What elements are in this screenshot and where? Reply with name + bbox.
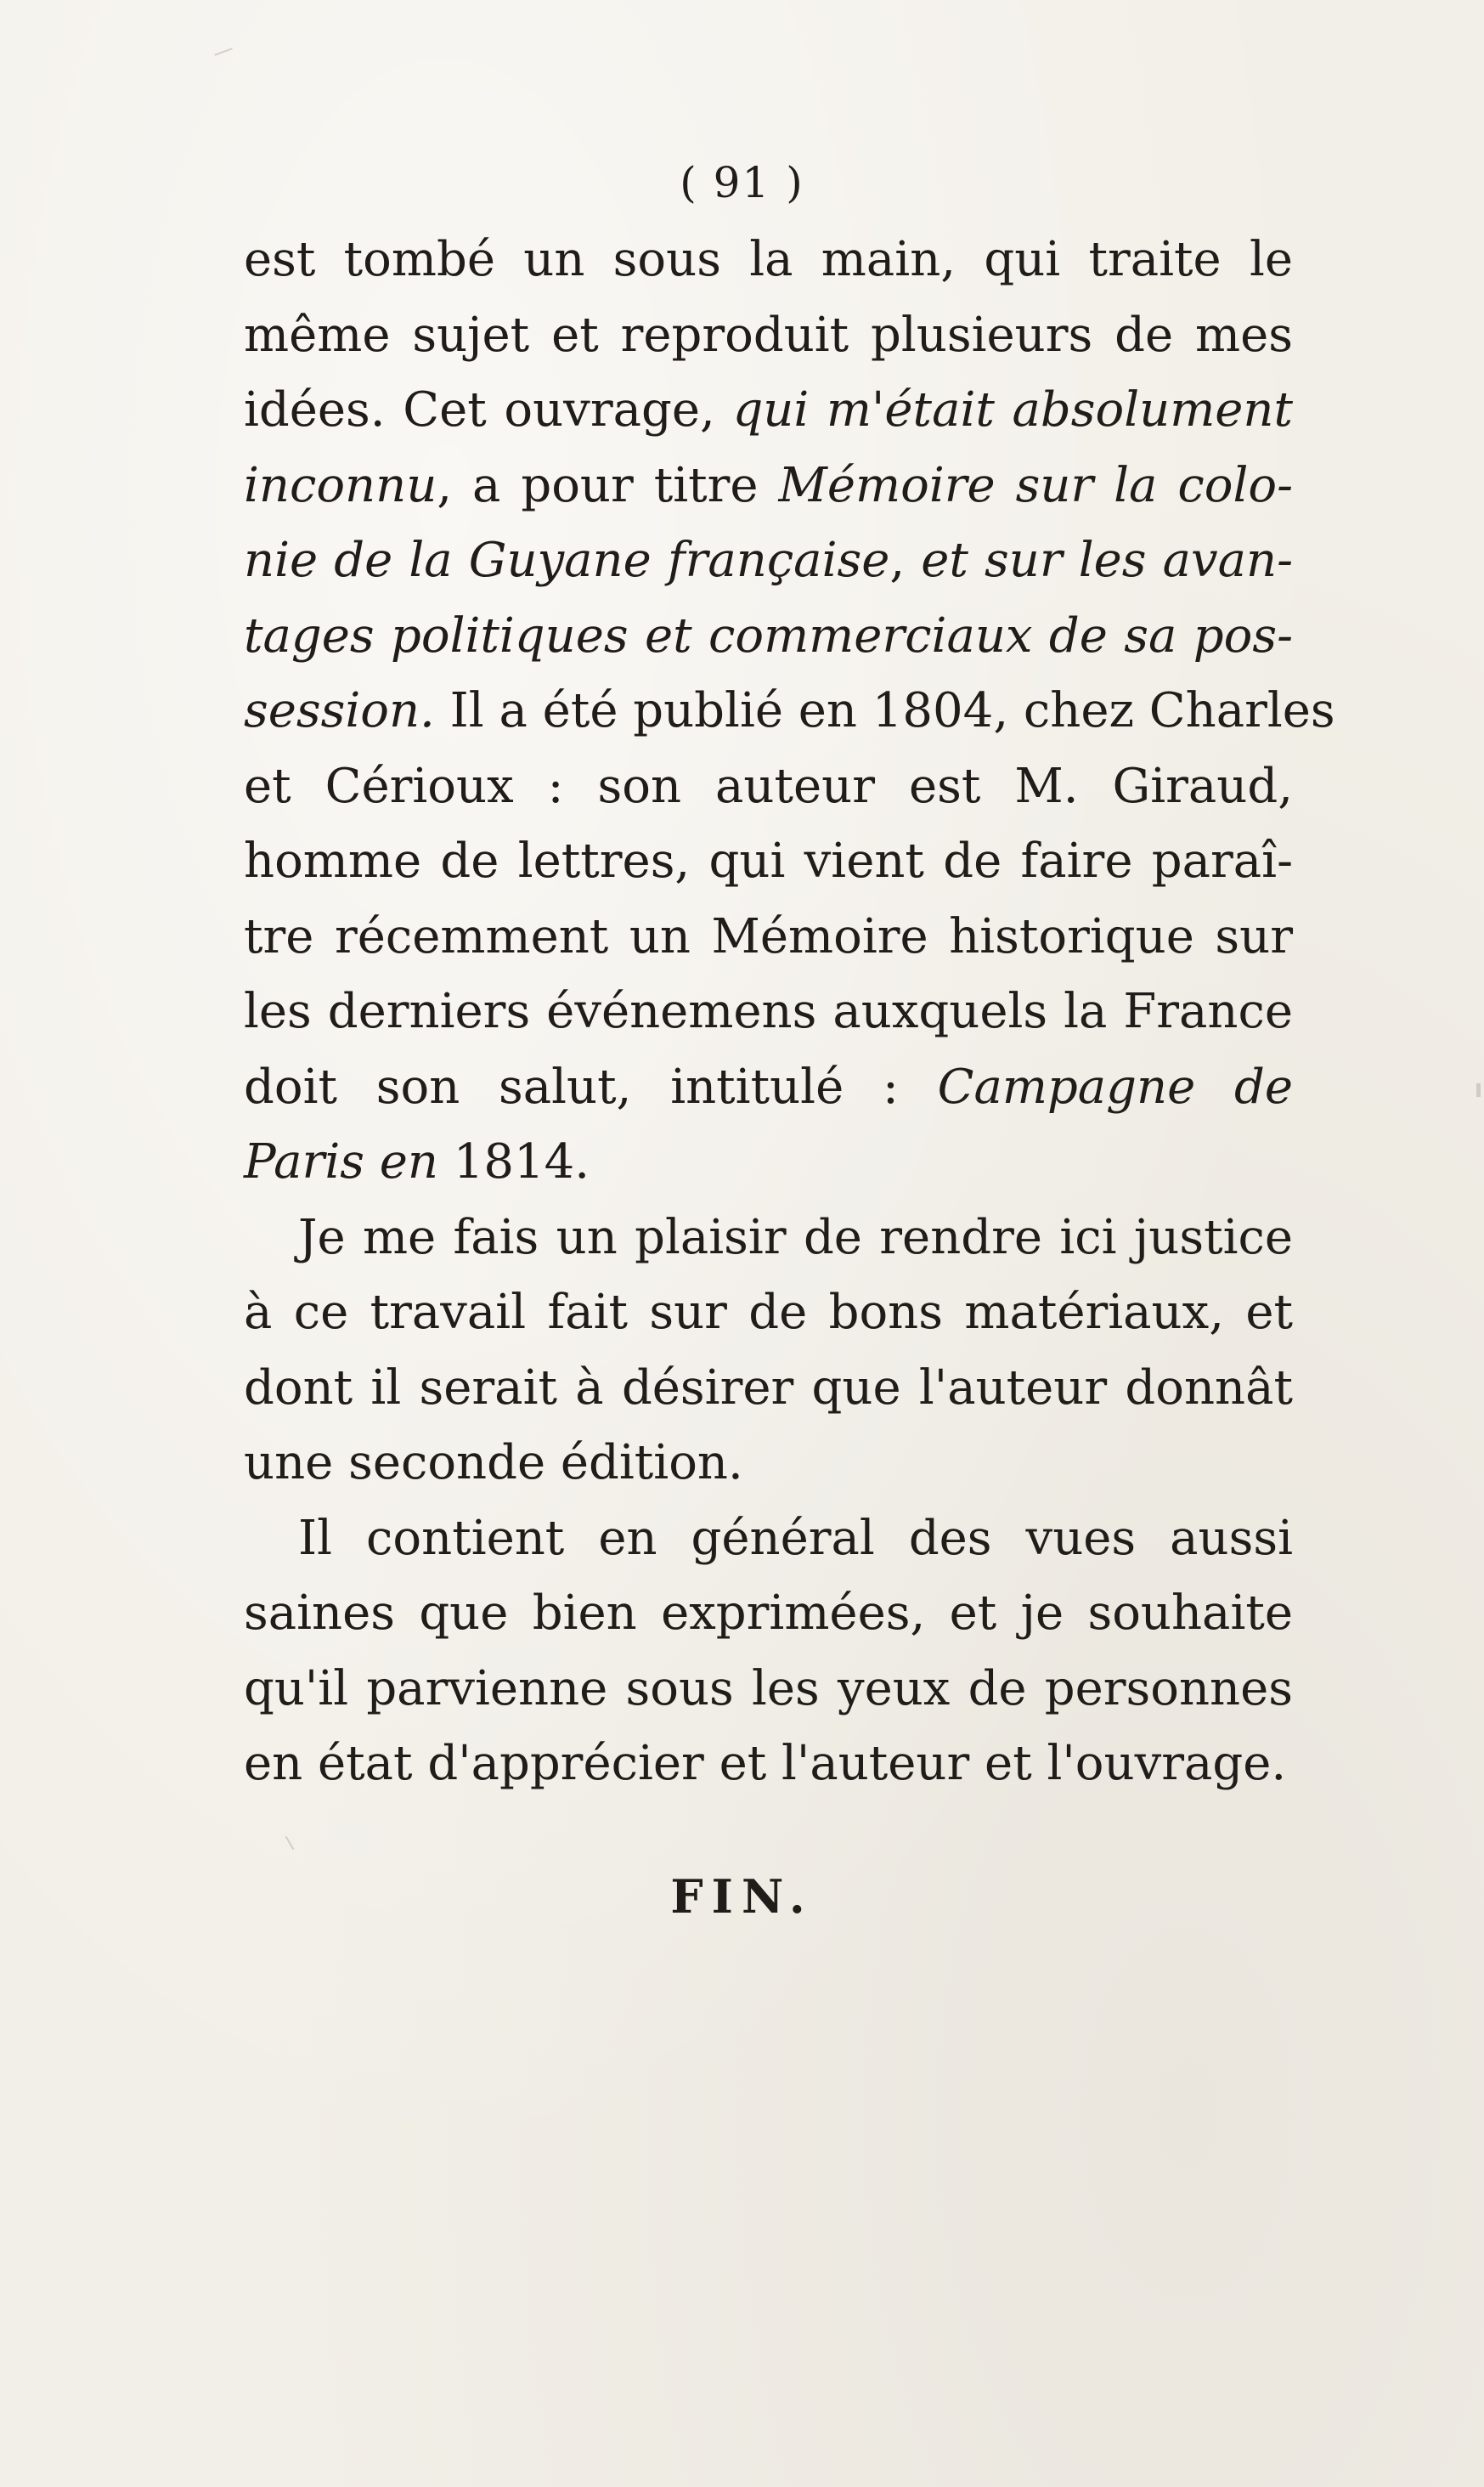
text-line [244, 523, 1293, 599]
roman-text: Je me fais un plaisir de rendre ici justice [298, 1209, 1293, 1265]
roman-text: dont il serait à désirer que l'auteur donnât [244, 1359, 1293, 1416]
text-line [244, 1201, 1293, 1276]
roman-text: une seconde édition. [244, 1435, 743, 1490]
roman-text: en état d'apprécier et l'auteur et l'ouvrage. [244, 1736, 1287, 1791]
paper-speck [1476, 1083, 1481, 1097]
body-text [244, 223, 1335, 1802]
fin-mark: FIN. [670, 1869, 814, 1924]
roman-text: 1814. [437, 1134, 590, 1190]
text-line [244, 1050, 1293, 1126]
text-line [244, 1727, 1293, 1802]
text-line [244, 824, 1293, 900]
text-line [244, 749, 1293, 825]
italic-text: Campagne de [937, 1059, 1293, 1115]
roman-text: saines que bien exprimées, et je souhaite [244, 1585, 1293, 1641]
italic-text: Paris en [244, 1134, 438, 1190]
roman-text: les derniers événemens auxquels la France [244, 984, 1293, 1039]
roman-text: idées. Cet ouvrage, [244, 382, 733, 438]
page-number: ( 91 ) [680, 158, 804, 207]
italic-text: Mémoire sur la colo- [778, 457, 1293, 513]
roman-text: Il contient en général des vues aussi [298, 1510, 1293, 1566]
italic-text: tages politiques et commerciaux de sa pos- [244, 608, 1293, 664]
text-line [244, 1275, 1293, 1351]
text-line [244, 1576, 1293, 1652]
text-line [244, 298, 1293, 374]
text-line [244, 1652, 1293, 1727]
paper-speck [285, 1836, 295, 1851]
italic-text: session. [244, 683, 435, 738]
text-line [244, 1351, 1293, 1427]
text-line [244, 900, 1293, 975]
italic-text: et sur les avan- [921, 533, 1294, 588]
text-line [244, 449, 1293, 524]
text-line [244, 674, 1335, 749]
roman-text: homme de lettres, qui vient de faire paraî- [244, 834, 1293, 889]
roman-text: est tombé un sous la main, qui traite le [244, 232, 1293, 287]
text-line [244, 223, 1293, 298]
italic-text: nie de la Guyane française [244, 533, 890, 588]
roman-text: à ce travail fait sur de bons matériaux, et [244, 1285, 1293, 1340]
roman-text: même sujet et reproduit plusieurs de mes [244, 307, 1293, 363]
roman-text: , a pour titre [437, 457, 779, 513]
roman-text: qu'il parvienne sous les yeux de personnes [244, 1660, 1293, 1716]
italic-text: inconnu [244, 457, 437, 513]
roman-text: , [889, 533, 922, 588]
text-line [244, 1125, 1293, 1201]
roman-text: tre récemment un Mémoire historique sur [244, 908, 1293, 964]
text-line [244, 1501, 1293, 1577]
italic-text: qui m'était absolument [732, 382, 1294, 438]
text-line [244, 1426, 1293, 1501]
text-line [244, 599, 1293, 675]
roman-text: Il a été publié en 1804, chez Charles [434, 683, 1335, 738]
paper-speck [214, 48, 232, 55]
text-line [244, 975, 1293, 1050]
text-line [244, 373, 1293, 449]
roman-text: doit son salut, intitulé : [244, 1059, 938, 1115]
roman-text: et Cérioux : son auteur est M. Giraud, [244, 758, 1293, 814]
